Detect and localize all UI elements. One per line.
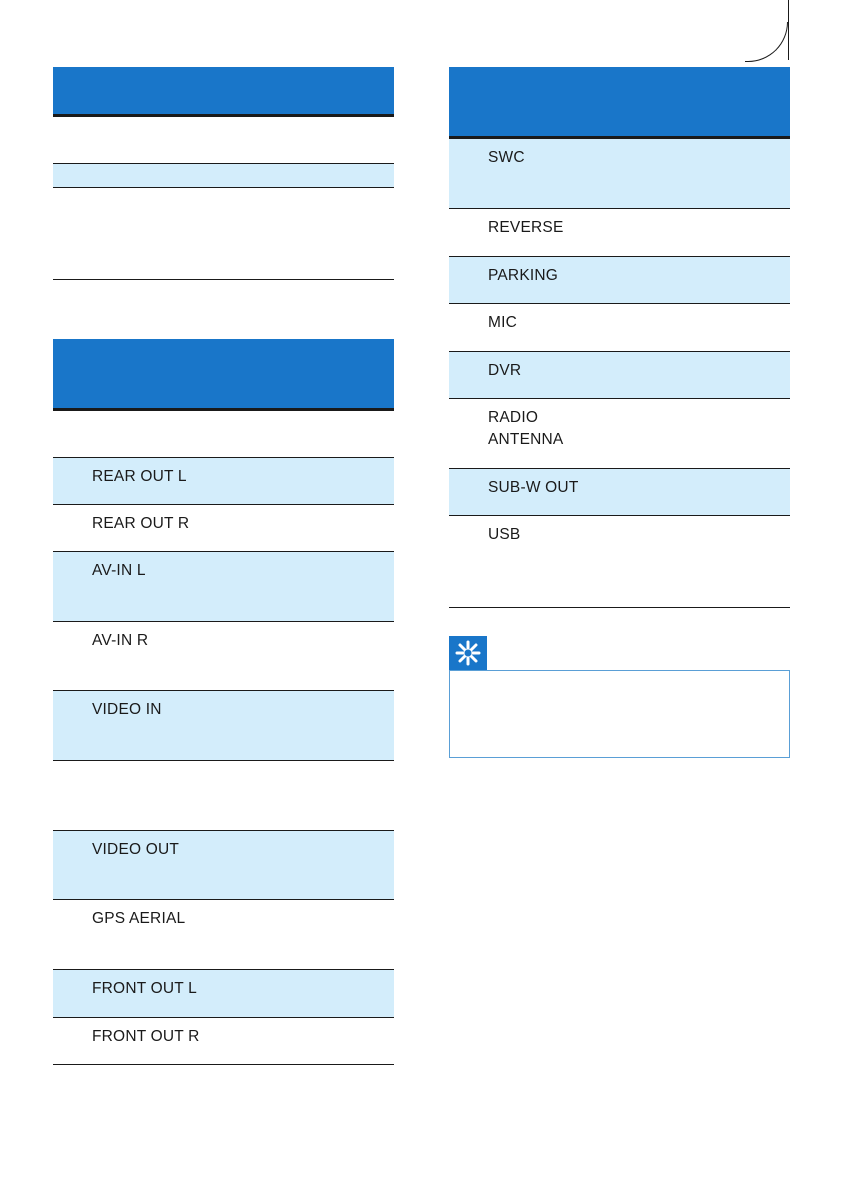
row-label: FRONT OUT L [92, 980, 197, 997]
table-row [53, 117, 394, 164]
row-label: FRONT OUT R [92, 1028, 200, 1045]
row-label: MIC [488, 314, 518, 331]
table-row [449, 399, 790, 469]
table-row [449, 257, 790, 304]
left-top-table-header [53, 67, 394, 117]
table-row [53, 552, 394, 622]
table-row [53, 458, 394, 505]
row-label: GPS AERIAL [92, 910, 186, 927]
table-row [53, 622, 394, 691]
asterisk-tip-icon [449, 636, 487, 670]
table-row [53, 164, 394, 188]
row-label: REAR OUT R [92, 515, 190, 532]
row-label: DVR [488, 362, 522, 379]
row-label: VIDEO OUT [92, 841, 180, 858]
table-row [53, 411, 394, 458]
row-label: VIDEO IN [92, 701, 162, 718]
row-label: AV-IN R [92, 632, 149, 649]
row-label: PARKING [488, 267, 559, 284]
table-row [449, 516, 790, 608]
table-row [53, 900, 394, 970]
row-label: SWC [488, 149, 525, 166]
left-connector-table-header [53, 339, 394, 411]
row-label: SUB-W OUT [488, 479, 579, 496]
page-edge-curve [745, 22, 788, 62]
table-row [53, 188, 394, 280]
table-row [449, 469, 790, 516]
table-row [449, 209, 790, 257]
table-row [449, 352, 790, 399]
table-row [53, 970, 394, 1018]
right-connector-table [449, 67, 790, 608]
table-row [53, 831, 394, 900]
table-row [53, 761, 394, 831]
row-label: RADIO ANTENNA [488, 409, 564, 448]
page-edge-line [788, 0, 789, 60]
table-row [449, 139, 790, 209]
table-row [53, 1018, 394, 1065]
right-connector-table-header [449, 67, 790, 139]
row-label: USB [488, 526, 521, 543]
left-top-table [53, 67, 394, 280]
left-connector-table [53, 339, 394, 1065]
row-label: AV-IN L [92, 562, 146, 579]
table-row [53, 691, 394, 761]
row-label: REVERSE [488, 219, 564, 236]
table-row [449, 304, 790, 352]
row-label: REAR OUT L [92, 468, 187, 485]
table-row [53, 505, 394, 552]
tip-box [449, 670, 790, 758]
